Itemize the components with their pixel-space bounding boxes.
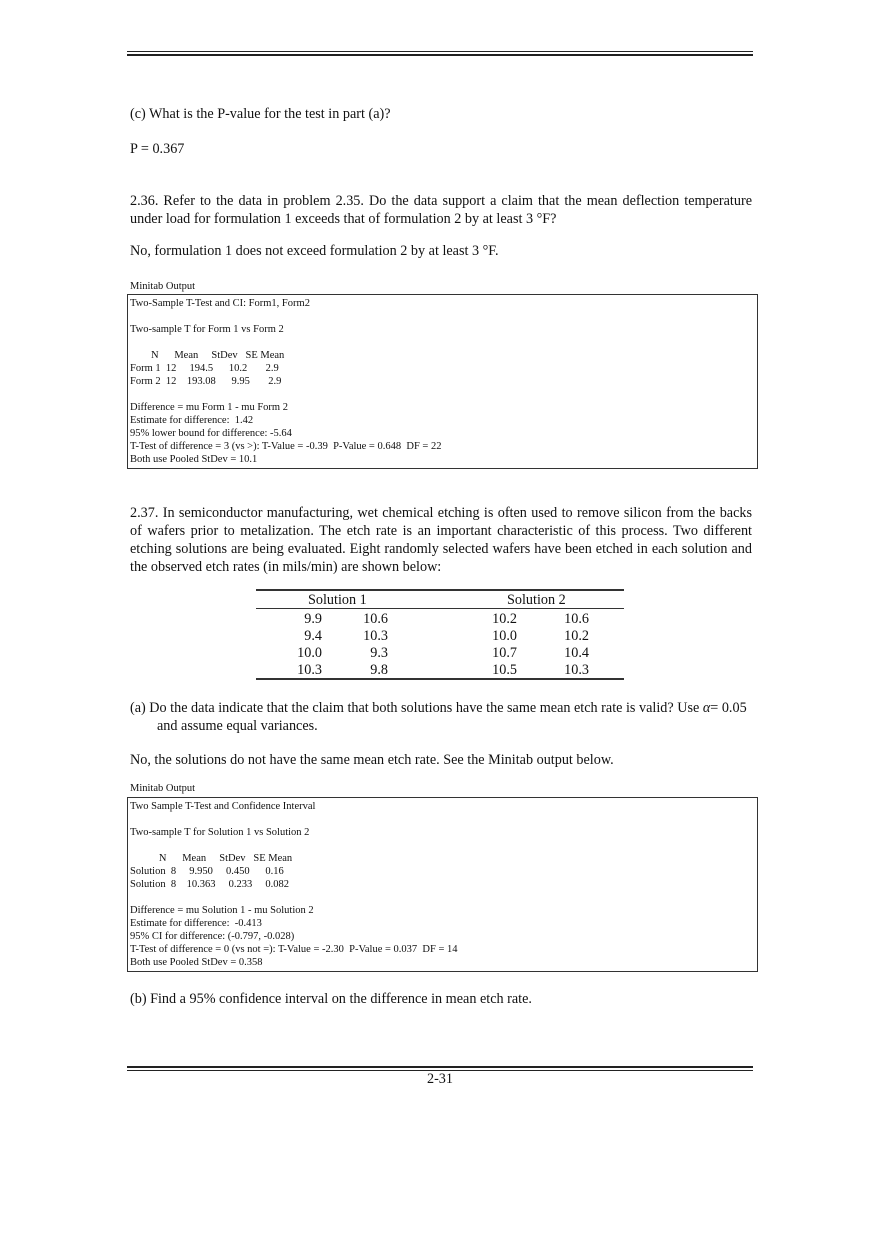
minitab-label-1: Minitab Output	[130, 281, 196, 292]
table-cell: 10.4	[564, 645, 589, 661]
minitab-line: Two-sample T for Solution 1 vs Solution 2	[130, 827, 310, 838]
minitab-line: T-Test of difference = 3 (vs >): T-Value = -0.39 P-Value = 0.648 DF = 22	[130, 441, 442, 452]
minitab-blank-line	[130, 310, 757, 323]
minitab-blank-line	[130, 388, 757, 401]
table-cell: 10.2	[564, 628, 589, 644]
header-rule-thin	[127, 51, 753, 52]
minitab-blank-line	[130, 336, 757, 349]
minitab-line: Two Sample T-Test and Confidence Interval	[130, 801, 316, 812]
minitab-line: 95% lower bound for difference: -5.64	[130, 428, 292, 439]
part-c-question: (c) What is the P-value for the test in part (a)?	[130, 106, 391, 122]
minitab-line: N Mean StDev SE Mean	[130, 350, 285, 361]
part-a-answer: No, the solutions do not have the same mean etch rate. See the Minitab output below.	[130, 752, 614, 768]
minitab-output-box-1	[127, 294, 758, 469]
table-header-solution-2: Solution 2	[507, 592, 566, 608]
problem-2-36-answer: No, formulation 1 does not exceed formulation 2 by at least 3 °F.	[130, 243, 499, 259]
table-cell: 9.9	[304, 611, 322, 627]
header-rule-thick	[127, 54, 753, 56]
minitab-output-box-2	[127, 797, 758, 972]
etch-rate-table	[256, 589, 624, 681]
part-c-answer: P = 0.367	[130, 141, 185, 157]
table-cell: 10.6	[564, 611, 589, 627]
minitab-line: Estimate for difference: 1.42	[130, 415, 254, 426]
table-cell: 10.3	[297, 662, 322, 678]
table-cell: 9.8	[370, 662, 388, 678]
table-cell: 10.7	[492, 645, 517, 661]
minitab-line: Two-Sample T-Test and CI: Form1, Form2	[130, 298, 310, 309]
table-rule-bottom	[256, 678, 624, 680]
alpha-symbol: α	[702, 700, 711, 716]
minitab-line: Solution 8 10.363 0.233 0.082	[130, 879, 289, 890]
table-cell: 9.4	[304, 628, 322, 644]
table-rule-top	[256, 589, 624, 591]
part-a-question-end: = 0.05 and assume equal variances.	[157, 700, 747, 734]
minitab-line: Both use Pooled StDev = 10.1	[130, 454, 258, 465]
minitab-line: Two-sample T for Form 1 vs Form 2	[130, 324, 284, 335]
table-rule-header	[256, 608, 624, 609]
minitab-blank-line	[130, 813, 757, 826]
table-cell: 10.3	[363, 628, 388, 644]
table-cell: 10.5	[492, 662, 517, 678]
table-cell: 10.2	[492, 611, 517, 627]
minitab-line: Form 1 12 194.5 10.2 2.9	[130, 363, 279, 374]
part-b-question: (b) Find a 95% confidence interval on the difference in mean etch rate.	[130, 991, 532, 1007]
minitab-line: Both use Pooled StDev = 0.358	[130, 957, 263, 968]
table-cell: 10.6	[363, 611, 388, 627]
minitab-line: Difference = mu Solution 1 - mu Solution 2	[130, 905, 314, 916]
minitab-line: N Mean StDev SE Mean	[130, 853, 293, 864]
minitab-line: Estimate for difference: -0.413	[130, 918, 262, 929]
table-cell: 10.3	[564, 662, 589, 678]
minitab-blank-line	[130, 839, 757, 852]
problem-2-37-text: 2.37. In semiconductor manufacturing, wet chemical etching is often used to remove silicon from the backs of wafers prior to metalization. The etch rate is an important characteristic of this process. Two different etching solutions are being evaluated. Eight randomly selected wafers have been etched in each solution and the observed etch rates (in mils/min) are shown below:	[130, 505, 752, 575]
minitab-line: Difference = mu Form 1 - mu Form 2	[130, 402, 288, 413]
minitab-line: Form 2 12 193.08 9.95 2.9	[130, 376, 282, 387]
table-cell: 10.0	[492, 628, 517, 644]
minitab-line: Solution 8 9.950 0.450 0.16	[130, 866, 284, 877]
table-cell: 10.0	[297, 645, 322, 661]
part-a-question	[130, 699, 769, 735]
footer-rule-thick	[127, 1066, 753, 1068]
table-cell: 9.3	[370, 645, 388, 661]
minitab-label-2: Minitab Output	[130, 783, 196, 794]
minitab-line: T-Test of difference = 0 (vs not =): T-Value = -2.30 P-Value = 0.037 DF = 14	[130, 944, 458, 955]
part-a-question-text: (a) Do the data indicate that the claim that both solutions have the same mean etch rate is valid? Use	[130, 700, 703, 716]
minitab-line: 95% CI for difference: (-0.797, -0.028)	[130, 931, 295, 942]
table-header-solution-1: Solution 1	[308, 592, 367, 608]
problem-2-36-text: 2.36. Refer to the data in problem 2.35. Do the data support a claim that the mean deflection temperature under load for formulation 1 exceeds that of formulation 2 by at least 3 °F?	[130, 193, 752, 227]
page-number: 2-31	[426, 1071, 453, 1087]
minitab-blank-line	[130, 891, 757, 904]
